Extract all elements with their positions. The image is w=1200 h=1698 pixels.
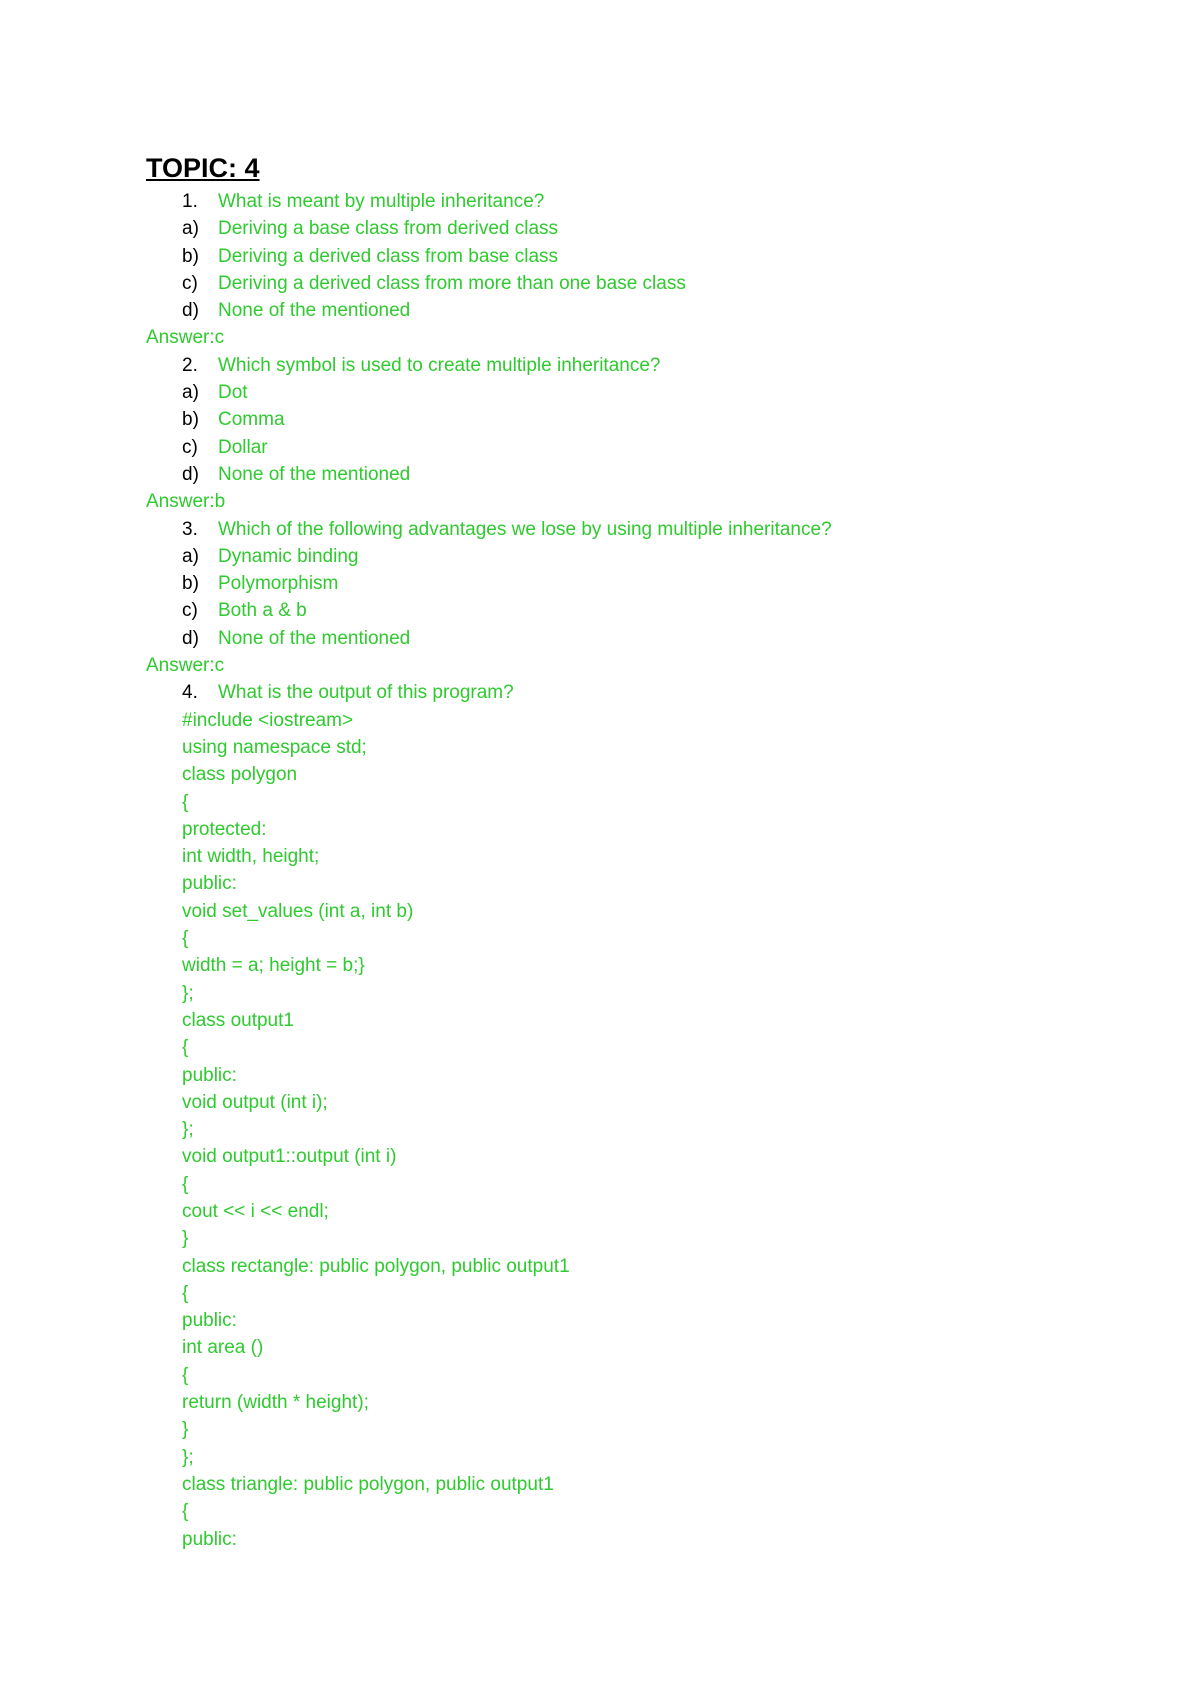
option-line [146, 406, 1146, 433]
option-text: Dot [218, 382, 248, 404]
code-line: } [182, 1419, 189, 1441]
code-line: { [182, 928, 189, 950]
option-label: c) [182, 436, 198, 458]
option-label: b) [182, 245, 199, 267]
code-line: class output1 [182, 1009, 294, 1031]
question-text: Which symbol is used to create multiple inheritance? [218, 354, 661, 376]
option-line [146, 243, 1146, 270]
document-content [146, 148, 1146, 1553]
question-2 [146, 352, 1146, 516]
option-line [146, 215, 1146, 242]
option-line [146, 597, 1146, 624]
option-label: a) [182, 545, 199, 567]
option-text: None of the mentioned [218, 300, 411, 322]
question-line [146, 516, 1146, 543]
code-line: public: [182, 1064, 237, 1086]
option-line [146, 570, 1146, 597]
code-line: void output1::output (int i) [182, 1146, 397, 1168]
code-line: }; [182, 1119, 194, 1141]
code-line: public: [182, 873, 237, 895]
code-line: return (width * height); [182, 1392, 369, 1414]
code-line: class polygon [182, 764, 298, 786]
option-line [146, 625, 1146, 652]
option-label: c) [182, 272, 198, 294]
option-text: Dollar [218, 436, 268, 458]
code-line: #include <iostream> [182, 709, 354, 731]
question-4 [146, 679, 1146, 1553]
code-line: { [182, 1173, 189, 1195]
option-label: b) [182, 573, 199, 595]
question-line [146, 352, 1146, 379]
code-line: class triangle: public polygon, public output1 [182, 1473, 554, 1495]
code-line: }; [182, 982, 194, 1004]
option-text: Polymorphism [218, 573, 339, 595]
code-line: int area () [182, 1337, 264, 1359]
option-label: d) [182, 463, 199, 485]
option-line [146, 270, 1146, 297]
code-line: { [182, 1282, 189, 1304]
code-line: void set_values (int a, int b) [182, 900, 414, 922]
code-line: cout << i << endl; [182, 1200, 329, 1222]
option-label: a) [182, 218, 199, 240]
code-line: { [182, 791, 189, 813]
option-text: None of the mentioned [218, 627, 411, 649]
option-text: Dynamic binding [218, 545, 359, 567]
option-line [146, 379, 1146, 406]
code-line: }; [182, 1446, 194, 1468]
option-label: b) [182, 409, 199, 431]
option-text: Deriving a base class from derived class [218, 218, 559, 240]
code-line: } [182, 1228, 189, 1250]
question-line [146, 188, 1146, 215]
question-list [146, 188, 1146, 679]
option-line [146, 434, 1146, 461]
question-number: 3. [182, 518, 198, 540]
code-line: using namespace std; [182, 736, 367, 758]
question-text: What is the output of this program? [218, 682, 514, 704]
question-text: Which of the following advantages we lose by using multiple inheritance? [218, 518, 832, 540]
code-block [146, 707, 1146, 1553]
option-text: None of the mentioned [218, 463, 411, 485]
option-line [146, 297, 1146, 324]
option-text: Deriving a derived class from more than one base class [218, 272, 686, 294]
option-text: Deriving a derived class from base class [218, 245, 559, 267]
question-line [146, 679, 1146, 706]
answer-line: Answer:c [146, 327, 225, 349]
page-title: TOPIC: 4 [146, 153, 260, 183]
option-text: Both a & b [218, 600, 307, 622]
answer-line: Answer:c [146, 655, 225, 677]
code-line: int width, height; [182, 846, 320, 868]
option-line [146, 461, 1146, 488]
code-line: width = a; height = b;} [182, 955, 365, 977]
question-number: 2. [182, 354, 198, 376]
question-1 [146, 188, 1146, 352]
option-label: d) [182, 300, 199, 322]
code-line: protected: [182, 818, 267, 840]
code-line: public: [182, 1310, 237, 1332]
option-label: a) [182, 382, 199, 404]
option-label: d) [182, 627, 199, 649]
answer-line: Answer:b [146, 491, 226, 513]
code-line: class rectangle: public polygon, public output1 [182, 1255, 570, 1277]
code-line: { [182, 1037, 189, 1059]
option-text: Comma [218, 409, 285, 431]
option-label: c) [182, 600, 198, 622]
question-text: What is meant by multiple inheritance? [218, 191, 545, 212]
code-line: { [182, 1501, 189, 1523]
code-line: void output (int i); [182, 1091, 328, 1113]
question-3 [146, 516, 1146, 680]
code-line: { [182, 1364, 189, 1386]
question-number: 4. [182, 682, 198, 704]
option-line [146, 543, 1146, 570]
question-number: 1. [182, 191, 198, 212]
code-line: public: [182, 1528, 237, 1550]
